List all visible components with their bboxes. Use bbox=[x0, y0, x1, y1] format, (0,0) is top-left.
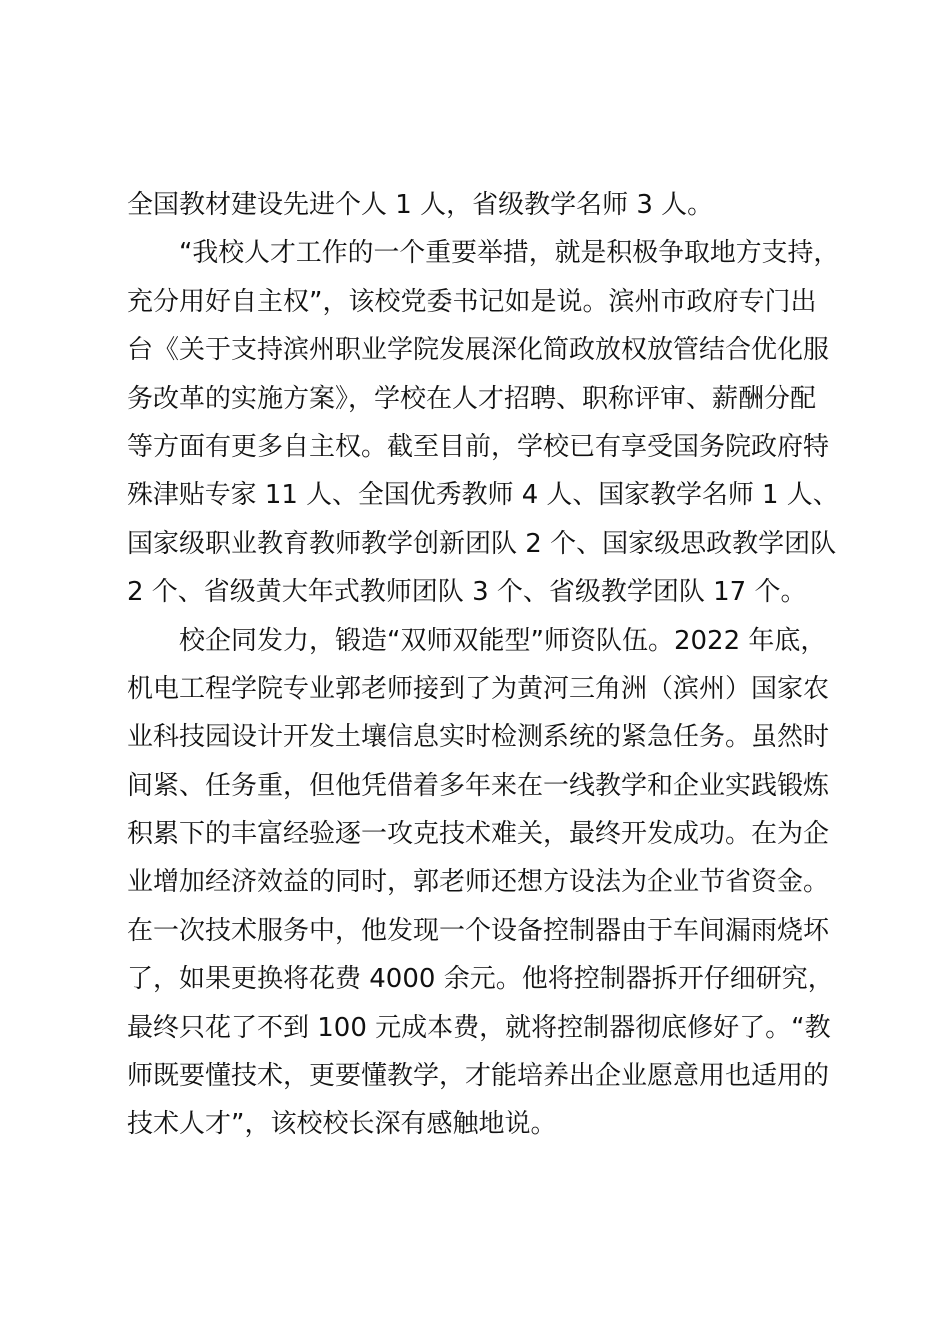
text-line: 业增加经济效益的同时，郭老师还想方设法为企业节省资金。 bbox=[127, 867, 830, 898]
paragraph-start-line: “我校人才工作的一个重要举措，就是积极争取地方支持， bbox=[179, 238, 840, 269]
text-line: 充分用好自主权”，该校党委书记如是说。滨州市政府专门出 bbox=[127, 286, 817, 317]
text-line: 最终只花了不到 100 元成本费，就将控制器彻底修好了。“教 bbox=[127, 1012, 831, 1043]
text-line: 业科技园设计开发土壤信息实时检测系统的紧急任务。虽然时 bbox=[127, 722, 830, 753]
text-line: 务改革的实施方案》，学校在人才招聘、职称评审、薪酬分配 bbox=[127, 383, 817, 414]
text-line: 2 个、省级黄大年式教师团队 3 个、省级教学团队 17 个。 bbox=[127, 577, 807, 608]
text-line: 技术人才”，该校校长深有感触地说。 bbox=[127, 1109, 557, 1140]
text-line: 殊津贴专家 11 人、全国优秀教师 4 人、国家教学名师 1 人、 bbox=[127, 480, 839, 511]
text-line: 等方面有更多自主权。截至目前，学校已有享受国务院政府特 bbox=[127, 431, 830, 462]
body-text bbox=[127, 181, 839, 1149]
text-line: 了，如果更换将花费 4000 余元。他将控制器拆开仔细研究， bbox=[127, 964, 834, 995]
text-line: 全国教材建设先进个人 1 人，省级教学名师 3 人。 bbox=[127, 190, 714, 220]
text-line: 机电工程学院专业郭老师接到了为黄河三角洲（滨州）国家农 bbox=[127, 673, 830, 704]
text-line: 台《关于支持滨州职业学院发展深化简政放权放管结合优化服 bbox=[127, 335, 830, 366]
text-line: 在一次技术服务中，他发现一个设备控制器由于车间漏雨烧坏 bbox=[127, 915, 830, 946]
text-line: 师既要懂技术，更要懂教学，才能培养出企业愿意用也适用的 bbox=[127, 1061, 830, 1092]
text-line: 国家级职业教育教师教学创新团队 2 个、国家级思政教学团队 bbox=[127, 528, 837, 559]
paragraph-start-line: 校企同发力，锻造“双师双能型”师资队伍。2022 年底， bbox=[179, 625, 827, 656]
text-line: 间紧、任务重，但他凭借着多年来在一线教学和企业实践锻炼 bbox=[127, 770, 830, 801]
text-line: 积累下的丰富经验逐一攻克技术难关，最终开发成功。在为企 bbox=[127, 819, 830, 850]
